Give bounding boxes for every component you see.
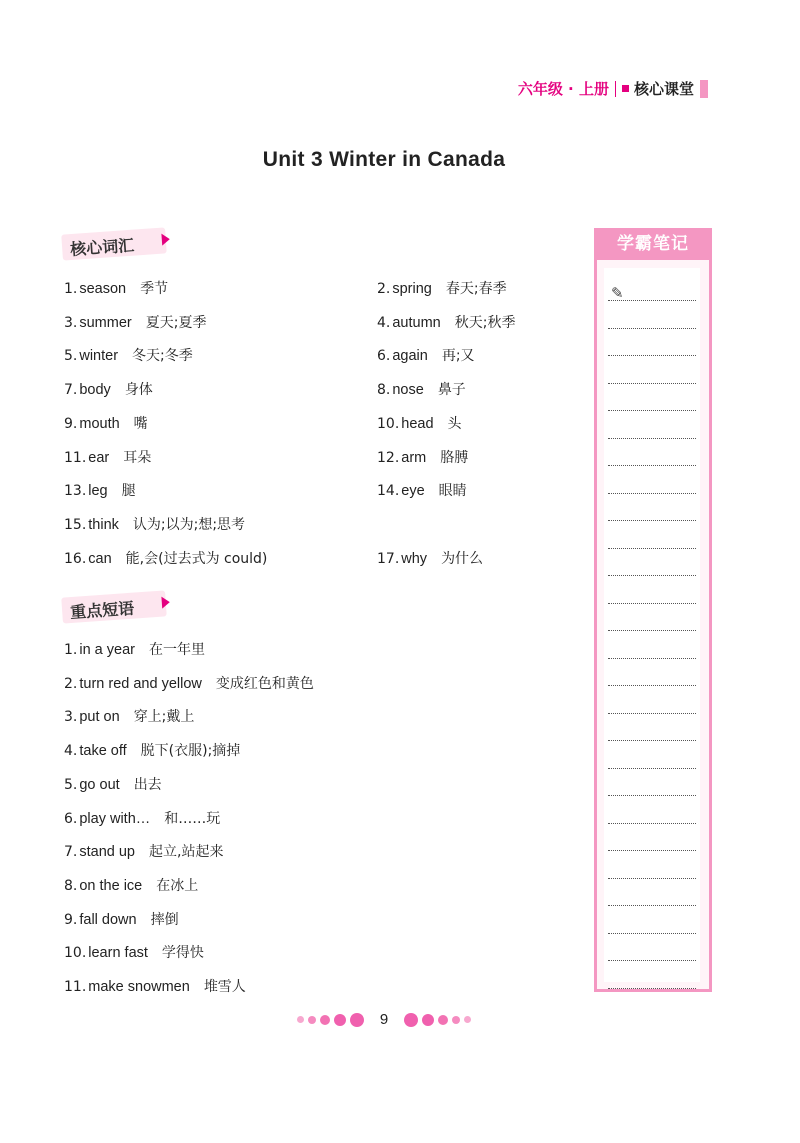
vocab-heading: 核心词汇 <box>69 235 135 260</box>
list-item <box>377 413 462 433</box>
note-line <box>608 328 696 329</box>
english-term: can <box>88 550 112 567</box>
item-number: 13. <box>64 483 87 500</box>
english-term: learn fast <box>88 945 148 962</box>
chinese-meaning: 冬天;冬季 <box>132 348 193 365</box>
list-item <box>377 379 466 399</box>
item-number: 12. <box>377 449 400 466</box>
chinese-meaning: 胳膊 <box>440 449 469 466</box>
note-line <box>608 960 696 961</box>
note-line <box>608 465 696 466</box>
english-term: go out <box>79 776 120 793</box>
english-term: spring <box>392 281 432 297</box>
note-line <box>608 355 696 356</box>
chinese-meaning: 学得快 <box>161 945 204 962</box>
list-item <box>64 514 245 534</box>
dot-icon <box>464 1016 471 1023</box>
item-number: 4. <box>377 314 391 331</box>
english-term: eye <box>401 483 425 500</box>
page-footer <box>0 1011 768 1028</box>
chinese-meaning: 季节 <box>140 281 169 297</box>
english-term: put on <box>79 709 120 726</box>
item-number: 17. <box>377 550 400 567</box>
english-term: arm <box>401 449 427 466</box>
english-term: ear <box>88 449 110 466</box>
english-term: make snowmen <box>88 979 190 995</box>
note-line <box>608 493 696 494</box>
list-item <box>64 413 148 433</box>
dot-icon <box>320 1015 330 1025</box>
list-item <box>64 480 136 500</box>
note-line <box>608 603 696 604</box>
item-number: 6. <box>64 810 78 827</box>
note-line <box>608 658 696 659</box>
english-term: on the ice <box>79 877 143 894</box>
list-item <box>377 345 475 365</box>
item-number: 4. <box>64 743 78 760</box>
list-item <box>377 548 483 568</box>
chinese-meaning: 再;又 <box>441 348 475 365</box>
list-item <box>64 774 162 794</box>
chinese-meaning: 摔倒 <box>150 911 179 928</box>
chinese-meaning: 认为;以为;想;思考 <box>132 516 246 533</box>
english-term: summer <box>79 314 132 331</box>
note-line <box>608 740 696 741</box>
list-item <box>64 447 151 467</box>
chinese-meaning: 变成红色和黄色 <box>215 675 314 692</box>
chinese-meaning: 穿上;戴上 <box>133 709 195 726</box>
list-item <box>64 976 246 996</box>
item-number: 10. <box>377 415 400 432</box>
item-number: 10. <box>64 945 87 962</box>
note-line <box>608 438 696 439</box>
notes-heading: 学霸笔记 <box>617 234 689 254</box>
section-label: 核心课堂 <box>633 80 694 98</box>
item-number: 11. <box>64 979 87 995</box>
english-term: head <box>401 415 434 432</box>
list-item <box>64 548 267 568</box>
dot-icon <box>422 1014 434 1026</box>
item-number: 8. <box>377 382 391 399</box>
chinese-meaning: 身体 <box>124 382 153 399</box>
list-item <box>64 942 204 962</box>
note-line <box>608 768 696 769</box>
english-term: take off <box>79 743 127 760</box>
phrases-heading-badge <box>61 590 167 623</box>
list-item <box>64 875 198 895</box>
chinese-meaning: 为什么 <box>441 550 484 567</box>
chinese-meaning: 能,会(过去式为 could) <box>125 550 268 567</box>
note-line <box>608 685 696 686</box>
item-number: 5. <box>64 776 78 793</box>
chinese-meaning: 头 <box>447 415 462 432</box>
dot-icon <box>308 1016 316 1024</box>
english-term: think <box>88 516 119 533</box>
list-item <box>64 345 193 365</box>
chinese-meaning: 在冰上 <box>156 877 199 894</box>
chinese-meaning: 眼睛 <box>438 483 467 500</box>
item-number: 3. <box>64 314 78 331</box>
list-item <box>64 312 206 332</box>
list-item <box>64 841 223 861</box>
english-term: body <box>79 382 111 399</box>
list-item <box>377 480 467 500</box>
dot-icon <box>452 1016 460 1024</box>
note-line <box>608 548 696 549</box>
dot-icon <box>297 1016 304 1023</box>
note-line <box>608 520 696 521</box>
pencil-icon: ✎ <box>611 284 624 302</box>
note-line <box>608 988 696 989</box>
phrases-heading: 重点短语 <box>69 598 135 623</box>
note-line <box>608 410 696 411</box>
english-term: winter <box>79 348 119 365</box>
list-item <box>64 706 194 726</box>
item-number: 3. <box>64 709 78 726</box>
english-term: play with… <box>79 810 151 827</box>
chinese-meaning: 脱下(衣服);摘掉 <box>140 743 241 760</box>
item-number: 14. <box>377 483 400 500</box>
note-line <box>608 300 696 301</box>
item-number: 16. <box>64 550 87 567</box>
list-item <box>64 639 205 659</box>
item-number: 2. <box>64 675 78 692</box>
chinese-meaning: 春天;春季 <box>445 281 507 297</box>
square-bullet-icon <box>622 85 629 92</box>
note-line <box>608 575 696 576</box>
list-item <box>377 312 515 332</box>
english-term: in a year <box>79 642 135 658</box>
item-number: 5. <box>64 348 78 365</box>
english-term: why <box>401 550 428 567</box>
chinese-meaning: 夏天;夏季 <box>145 314 207 331</box>
chinese-meaning: 在一年里 <box>148 642 205 658</box>
item-number: 6. <box>377 348 391 365</box>
item-number: 7. <box>64 844 78 861</box>
header-tab-mark <box>700 80 708 98</box>
chinese-meaning: 鼻子 <box>437 382 466 399</box>
list-item <box>64 808 220 828</box>
chinese-meaning: 耳朵 <box>123 449 152 466</box>
note-line <box>608 905 696 906</box>
note-line <box>608 713 696 714</box>
item-number: 1. <box>64 281 78 297</box>
note-line <box>608 630 696 631</box>
note-line <box>608 933 696 934</box>
list-item <box>377 447 468 467</box>
chinese-meaning: 和……玩 <box>164 810 221 827</box>
notes-header <box>594 228 712 260</box>
notes-writing-area[interactable] <box>604 268 700 982</box>
list-item <box>64 379 153 399</box>
dot-icon <box>404 1013 418 1027</box>
english-term: fall down <box>79 911 137 928</box>
header-divider <box>615 81 616 97</box>
chinese-meaning: 起立,站起来 <box>149 844 224 861</box>
item-number: 9. <box>64 911 78 928</box>
corner-flag-icon <box>161 596 170 609</box>
dot-icon <box>334 1014 346 1026</box>
english-term: season <box>79 281 127 297</box>
list-item <box>64 673 314 693</box>
english-term: autumn <box>392 314 441 331</box>
chinese-meaning: 出去 <box>133 776 162 793</box>
english-term: nose <box>392 382 424 399</box>
item-number: 11. <box>64 449 87 466</box>
item-number: 7. <box>64 382 78 399</box>
list-item <box>64 909 179 929</box>
note-line <box>608 823 696 824</box>
dot-icon <box>350 1013 364 1027</box>
list-item <box>377 278 507 298</box>
english-term: turn red and yellow <box>79 675 202 692</box>
note-line <box>608 850 696 851</box>
page-number: 9 <box>379 1011 389 1028</box>
corner-flag-icon <box>161 233 170 246</box>
chinese-meaning: 堆雪人 <box>203 979 246 995</box>
list-item <box>64 278 168 298</box>
note-line <box>608 383 696 384</box>
note-line <box>608 795 696 796</box>
unit-title: Unit 3 Winter in Canada <box>262 148 506 171</box>
english-term: mouth <box>79 415 120 432</box>
note-line <box>608 878 696 879</box>
item-number: 1. <box>64 642 78 658</box>
vocab-heading-badge <box>61 227 167 260</box>
dot-icon <box>438 1015 448 1025</box>
item-number: 8. <box>64 877 78 894</box>
chinese-meaning: 腿 <box>121 483 136 500</box>
list-item <box>64 740 240 760</box>
english-term: stand up <box>79 844 135 861</box>
page-header <box>518 78 708 99</box>
item-number: 2. <box>377 281 391 297</box>
item-number: 15. <box>64 516 87 533</box>
item-number: 9. <box>64 415 78 432</box>
chinese-meaning: 嘴 <box>133 415 148 432</box>
english-term: leg <box>88 483 108 500</box>
grade-label: 六年级 · 上册 <box>517 80 609 98</box>
chinese-meaning: 秋天;秋季 <box>454 314 516 331</box>
english-term: again <box>392 348 428 365</box>
